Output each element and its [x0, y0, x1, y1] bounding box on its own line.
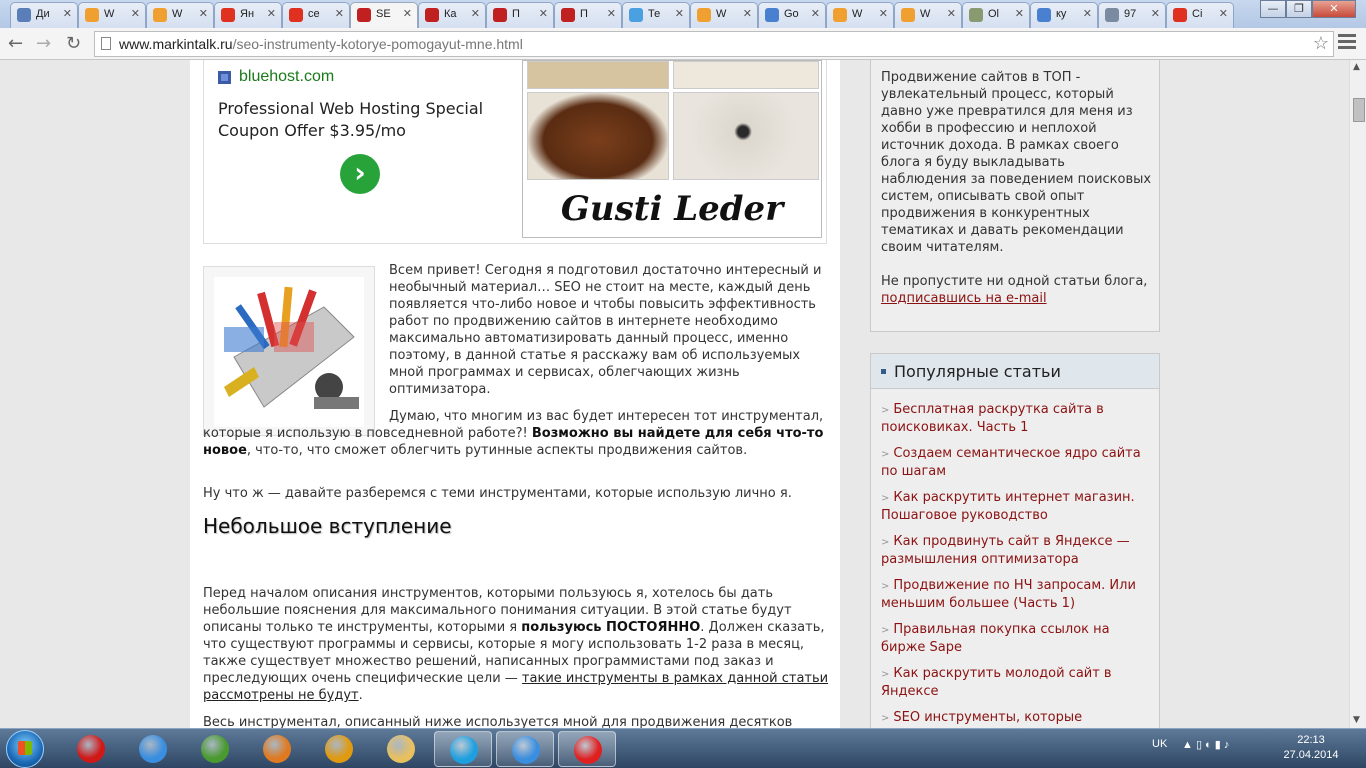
- browser-tab[interactable]: [1030, 2, 1098, 28]
- menu-icon[interactable]: [1338, 34, 1356, 52]
- section-heading: Небольшое вступление: [203, 514, 452, 538]
- tab-close-icon[interactable]: ✕: [198, 7, 208, 20]
- arrow-icon: >: [881, 537, 890, 548]
- article-paragraph: [203, 585, 829, 704]
- start-button[interactable]: [6, 730, 44, 768]
- paragraph-text: , что-то, что сможет облегчить рутинные аспекты продвижения сайтов.: [246, 443, 748, 458]
- tab-close-icon[interactable]: ✕: [402, 7, 412, 20]
- browser-tab[interactable]: [894, 2, 962, 28]
- browser-tab[interactable]: [146, 2, 214, 28]
- wordstat-icon: [901, 8, 915, 22]
- reload-icon[interactable]: ↻: [66, 33, 82, 54]
- popular-article-title[interactable]: Правильная покупка ссылок на бирже Sape: [881, 622, 1110, 655]
- tray-icons[interactable]: ▲ ▯ ◐ ▮ ♪: [1182, 739, 1230, 751]
- popular-article-link[interactable]: [881, 489, 1151, 524]
- popular-article-title[interactable]: Как раскрутить молодой сайт в Яндексе: [881, 666, 1112, 699]
- arrow-icon: >: [881, 713, 890, 724]
- paragraph-text: Перед началом описания инструментов, которыми пользуюсь я, хотелось бы дать небольшие пояснения для максимального понимания ситуации. В этой статье будут описаны только те инструменты, которыми я: [203, 586, 792, 635]
- url-path: /seo-instrumenty-kotorye-pomogayut-mne.html: [232, 36, 523, 52]
- popular-article-link[interactable]: [881, 445, 1151, 480]
- leather-bag-photo: [527, 92, 669, 180]
- popular-article-link[interactable]: [881, 665, 1151, 700]
- tab-close-icon[interactable]: ✕: [1218, 7, 1228, 20]
- browser-toolbar: [0, 28, 1366, 60]
- markintalk-icon: [357, 8, 371, 22]
- media-player-icon: [263, 735, 291, 763]
- tab-title: W: [716, 8, 727, 20]
- tab-title: W: [172, 8, 183, 20]
- web-page: [0, 60, 1349, 728]
- arrow-icon: >: [881, 493, 890, 504]
- browser-tab[interactable]: [10, 2, 78, 28]
- tab-close-icon[interactable]: ✕: [946, 7, 956, 20]
- wordstat-icon: [833, 8, 847, 22]
- maximize-button[interactable]: ❐: [1286, 0, 1312, 18]
- tab-close-icon[interactable]: ✕: [538, 7, 548, 20]
- yandex-icon: [289, 8, 303, 22]
- browser-tab[interactable]: [690, 2, 758, 28]
- tab-title: SE: [376, 8, 391, 20]
- paragraph-bold: пользуюсь ПОСТОЯННО: [521, 620, 701, 635]
- tab-title: ку: [1056, 8, 1067, 20]
- wordstat-icon: [85, 8, 99, 22]
- subscribe-text: [881, 273, 1153, 307]
- scroll-up-icon[interactable]: ▲: [1353, 62, 1360, 72]
- paragraph-text: .: [358, 688, 363, 703]
- ad-text[interactable]: Professional Web Hosting Special Coupon Offer $3.95/mo: [218, 99, 484, 140]
- browser-tab[interactable]: [486, 2, 554, 28]
- yandex-icon: [1173, 8, 1187, 22]
- tab-close-icon[interactable]: ✕: [742, 7, 752, 20]
- browser-tab[interactable]: [214, 2, 282, 28]
- yandex-icon: [221, 8, 235, 22]
- minimize-button[interactable]: —: [1260, 0, 1286, 18]
- popular-article-title[interactable]: SEO инструменты, которые: [893, 710, 1083, 725]
- back-icon[interactable]: ←: [8, 33, 24, 54]
- tab-close-icon[interactable]: ✕: [266, 7, 276, 20]
- popular-article-link[interactable]: [881, 621, 1151, 656]
- skype-icon: [450, 736, 478, 764]
- site-icon: [1105, 8, 1119, 22]
- opera-icon: [77, 735, 105, 763]
- leather-accessory-photo: [673, 92, 819, 180]
- tab-close-icon[interactable]: ✕: [334, 7, 344, 20]
- utorrent-icon: [201, 735, 229, 763]
- language-indicator[interactable]: UK: [1152, 738, 1168, 750]
- tab-close-icon[interactable]: ✕: [1014, 7, 1024, 20]
- taskbar-app-button[interactable]: [124, 731, 182, 767]
- tab-title: Ci: [1192, 8, 1203, 20]
- aimp-icon: [325, 735, 353, 763]
- article-paragraph: [203, 408, 829, 459]
- ad-go-button[interactable]: ›: [340, 154, 380, 194]
- wordstat-icon: [153, 8, 167, 22]
- ad-domain[interactable]: bluehost.com: [239, 68, 335, 85]
- popular-articles-header: [871, 354, 1159, 389]
- subscribe-link[interactable]: подписавшись на e-mail: [881, 291, 1047, 306]
- scrollbar-thumb[interactable]: [1353, 98, 1365, 122]
- article-paragraph: Ну что ж — давайте разберемся с теми инструментами, которые использую лично я.: [203, 486, 792, 501]
- popular-article-title[interactable]: Бесплатная раскрутка сайта в поисковиках. Часть 1: [881, 402, 1104, 435]
- bluehost-icon: [218, 71, 231, 84]
- tab-close-icon[interactable]: ✕: [810, 7, 820, 20]
- browser-tab[interactable]: [1166, 2, 1234, 28]
- paragraph-text: Думаю, что многим из вас будет интересен тот инструментал, которые я использую в повседневной работе?!: [203, 409, 824, 441]
- markintalk-icon: [425, 8, 439, 22]
- google-icon: [1037, 8, 1051, 22]
- url-host: www.markintalk.ru: [119, 36, 233, 52]
- browser-tab[interactable]: [282, 2, 350, 28]
- tab-close-icon[interactable]: ✕: [62, 7, 72, 20]
- page-icon: [101, 37, 111, 50]
- tab-title: се: [308, 8, 320, 20]
- popular-article-link[interactable]: [881, 709, 1151, 727]
- popular-article-link[interactable]: [881, 577, 1151, 612]
- ad-block: [203, 60, 827, 244]
- yandex-browser-icon: [574, 736, 602, 764]
- tab-close-icon[interactable]: ✕: [1150, 7, 1160, 20]
- tab-title: П: [580, 8, 588, 20]
- article-paragraph: Всем привет! Сегодня я подготовил достаточно интересный и необычный материал… SEO не стоит на месте, каждый день появляется что-либо новое и чтобы повысить эффективность работ по продвижению сайтов в интернете необходимо максимально автоматизировать данный процесс, именно поэтому, в данной статье я расскажу вам об используемых мной программах и сервисах, облегчающих жизнь оптимизатора.: [389, 263, 822, 397]
- tab-title: Ян: [240, 8, 255, 20]
- taskbar-app-button[interactable]: [558, 731, 616, 767]
- chrome-icon: [139, 735, 167, 763]
- tab-title: W: [104, 8, 115, 20]
- browser-tab[interactable]: [962, 2, 1030, 28]
- forward-icon[interactable]: →: [36, 33, 52, 54]
- site-icon: [969, 8, 983, 22]
- taskbar-app-button[interactable]: [248, 731, 306, 767]
- tab-title: Ка: [444, 8, 457, 20]
- scroll-down-icon[interactable]: ▼: [1353, 715, 1360, 725]
- tab-title: W: [920, 8, 931, 20]
- chrome-icon: [512, 736, 540, 764]
- wordstat-icon: [697, 8, 711, 22]
- tab-title: Те: [648, 8, 661, 20]
- browser-tab[interactable]: [1098, 2, 1166, 28]
- windows-taskbar: [0, 728, 1366, 768]
- arrow-icon: >: [881, 625, 890, 636]
- about-text: Продвижение сайтов в ТОП - увлекательный процесс, который давно уже превратился для меня из хобби в профессию и неплохой источник дохода. В рамках своего блога я буду выкладывать наблюдения за поведением поисковых систем, описывать свой опыт продвижения в конкурентных тематиках и давать рекомендации своим читателям.: [881, 70, 1152, 255]
- tab-title: W: [852, 8, 863, 20]
- popular-article-title[interactable]: Как раскрутить интернет магазин. Пошаговое руководство: [881, 490, 1135, 523]
- browser-tab[interactable]: [622, 2, 690, 28]
- arrow-icon: >: [881, 669, 890, 680]
- tab-title: 97: [1124, 8, 1137, 20]
- tab-title: Go: [784, 8, 799, 20]
- clock-date: 27.04.2014: [1283, 749, 1339, 761]
- paragraph-bold: Возможно вы найдете для себя что-то новое: [203, 426, 824, 458]
- markintalk-icon: [493, 8, 507, 22]
- tab-close-icon[interactable]: ✕: [470, 7, 480, 20]
- popular-articles-box: [870, 353, 1160, 728]
- popular-article-title[interactable]: Продвижение по НЧ запросам. Или меньшим большее (Часть 1): [881, 578, 1136, 611]
- google-icon: [765, 8, 779, 22]
- address-bar[interactable]: [94, 31, 1334, 57]
- gusti-leder-logo: Gusti Leder: [560, 189, 784, 229]
- tab-close-icon[interactable]: ✕: [606, 7, 616, 20]
- product-photo: [673, 61, 819, 89]
- explorer-icon: [387, 735, 415, 763]
- chat-icon: [17, 8, 31, 22]
- clock-time: 22:13: [1297, 734, 1325, 746]
- tab-title: П: [512, 8, 520, 20]
- browser-tab[interactable]: [78, 2, 146, 28]
- popular-article-title[interactable]: Создаем семантическое ядро сайта по шагам: [881, 446, 1141, 479]
- markintalk-icon: [561, 8, 575, 22]
- paragraph-link[interactable]: такие инструменты в рамках данной статьи рассмотрены не будут: [203, 671, 829, 703]
- tab-close-icon[interactable]: ✕: [674, 7, 684, 20]
- browser-tab[interactable]: [758, 2, 826, 28]
- subscribe-label: Не пропустите ни одной статьи блога,: [881, 274, 1148, 289]
- gusti-leder-ad[interactable]: [522, 60, 822, 238]
- popular-article-link[interactable]: [881, 533, 1151, 568]
- popular-articles-title: Популярные статьи: [894, 362, 1061, 381]
- taskbar-app-button[interactable]: [310, 731, 368, 767]
- bookmark-star-icon[interactable]: ☆: [1312, 33, 1329, 53]
- arrow-icon: >: [881, 581, 890, 592]
- taskbar-app-button[interactable]: [434, 731, 492, 767]
- taskbar-app-button[interactable]: [62, 731, 120, 767]
- twitter-icon: [629, 8, 643, 22]
- product-photo: [527, 61, 669, 89]
- tab-strip: [0, 0, 1366, 28]
- taskbar-app-button[interactable]: [186, 731, 244, 767]
- taskbar-app-button[interactable]: [496, 731, 554, 767]
- close-window-button[interactable]: ✕: [1312, 0, 1356, 18]
- arrow-icon: >: [881, 405, 890, 416]
- tab-close-icon[interactable]: ✕: [130, 7, 140, 20]
- popular-article-title[interactable]: Как продвинуть сайт в Яндексе — размышления оптимизатора: [881, 534, 1130, 567]
- browser-tab[interactable]: [350, 2, 418, 28]
- page-scrollbar[interactable]: [1349, 60, 1366, 728]
- arrow-icon: >: [881, 449, 890, 460]
- tab-close-icon[interactable]: ✕: [1082, 7, 1092, 20]
- tab-close-icon[interactable]: ✕: [878, 7, 888, 20]
- browser-tab[interactable]: [554, 2, 622, 28]
- bullet-icon: [881, 369, 886, 374]
- popular-article-link[interactable]: [881, 401, 1151, 436]
- clock[interactable]: [1275, 733, 1347, 763]
- browser-tab[interactable]: [418, 2, 486, 28]
- tab-title: Ди: [36, 8, 50, 20]
- about-box: [870, 60, 1160, 332]
- taskbar-app-button[interactable]: [372, 731, 430, 767]
- browser-tab[interactable]: [826, 2, 894, 28]
- article-paragraph: Весь инструментал, описанный ниже используется мной для продвижения десятков: [203, 715, 793, 728]
- tab-title: Ol: [988, 8, 999, 20]
- paragraph-text: . Должен сказать, что существуют программы и сервисы, которые я могу использовать 1-2 раза в месяц, также существует множество решений, написанных программистами под заказ и преследующих очень специфические цели —: [203, 620, 825, 686]
